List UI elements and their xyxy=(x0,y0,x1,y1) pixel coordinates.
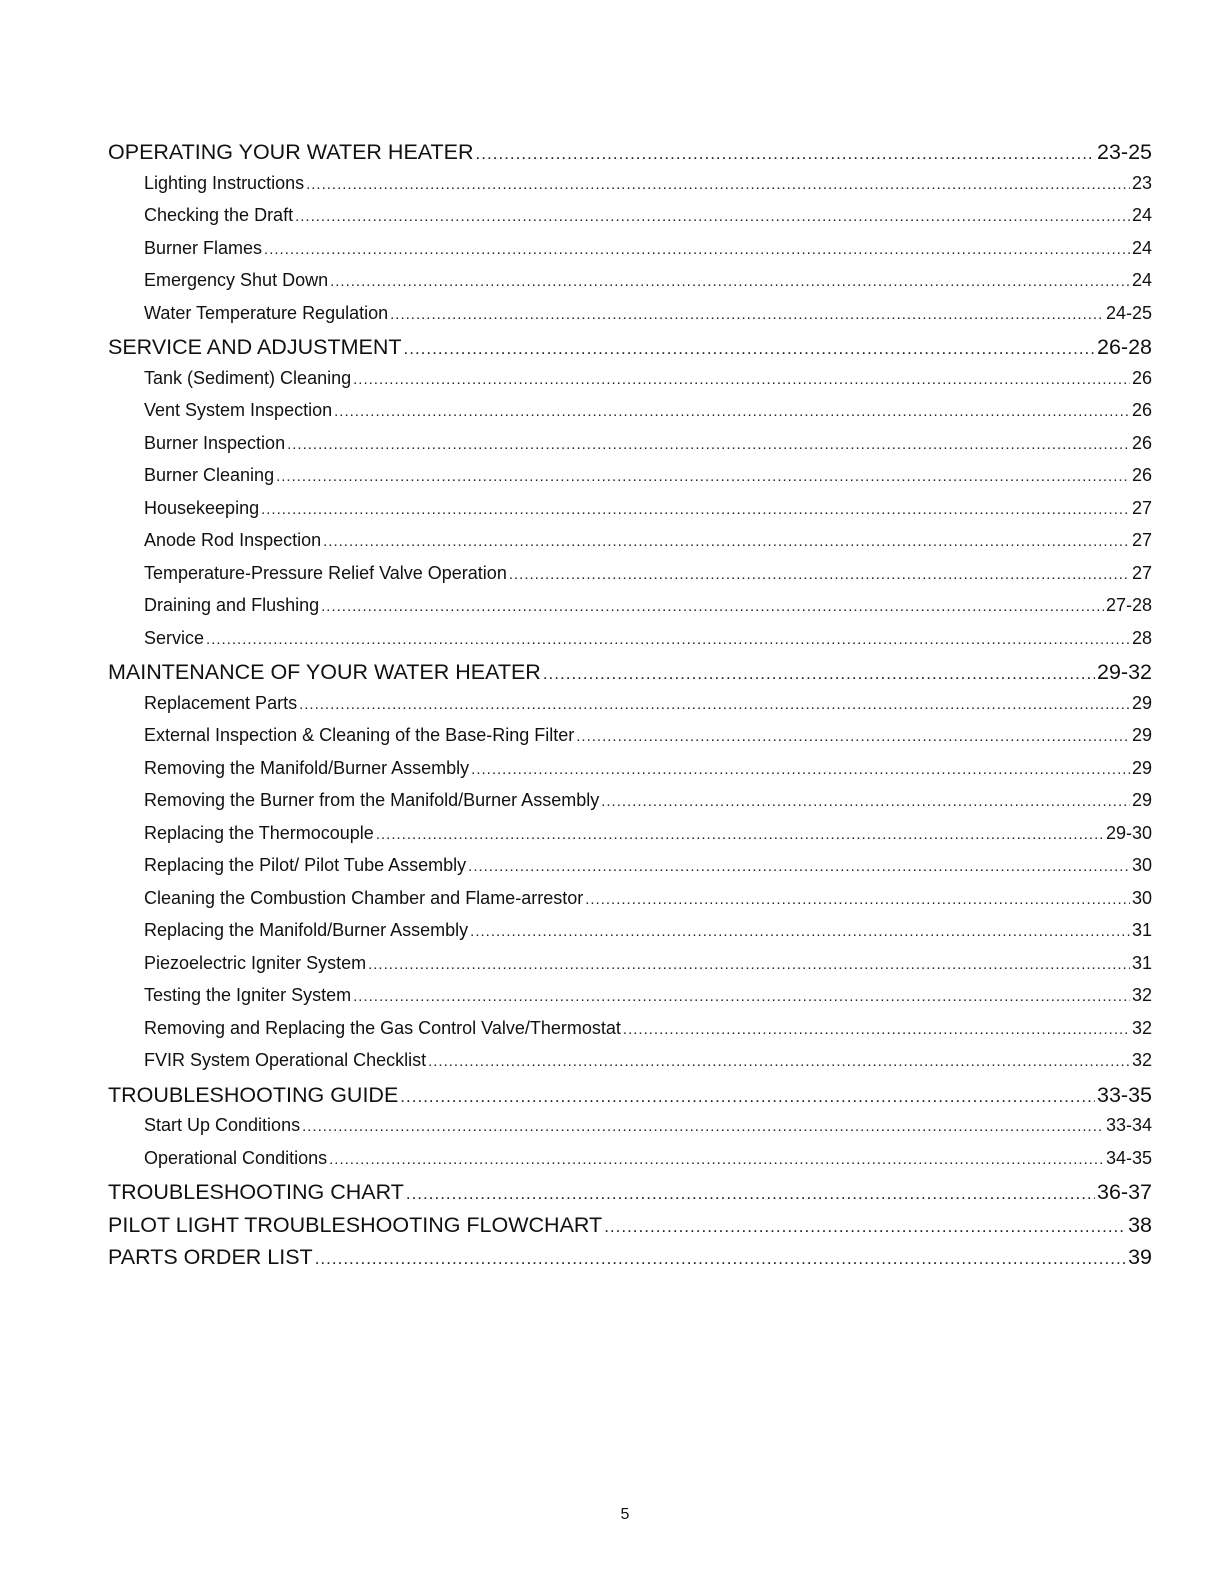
dot-leader xyxy=(302,1118,1104,1135)
toc-entry-title: PARTS ORDER LIST xyxy=(108,1245,313,1269)
toc-entry-page: 29 xyxy=(1131,757,1152,778)
toc-entry-title: External Inspection & Cleaning of the Base-Ring Filter xyxy=(144,725,575,745)
toc-entry-page: 23 xyxy=(1131,172,1152,193)
toc-entry-page: 24 xyxy=(1131,205,1152,225)
toc-entry-title: Piezoelectric Igniter System xyxy=(144,952,367,973)
toc-entry-title: SERVICE AND ADJUSTMENT xyxy=(108,335,402,359)
toc-entry-page: 29 xyxy=(1131,692,1152,713)
toc-entry-title: FVIR System Operational Checklist xyxy=(144,1050,427,1070)
toc-entry-title: Vent System Inspection xyxy=(144,400,333,420)
toc-subsection-entry xyxy=(108,563,1152,596)
dot-leader xyxy=(623,1021,1130,1038)
toc-entry-title: Water Temperature Regulation xyxy=(144,302,389,323)
toc-entry-page: 26 xyxy=(1131,432,1152,453)
dot-leader xyxy=(206,631,1130,648)
toc-entry-page: 23-25 xyxy=(1097,140,1152,164)
toc-entry-title: TROUBLESHOOTING CHART xyxy=(108,1180,404,1204)
toc-entry-title: Lighting Instructions xyxy=(144,172,305,193)
toc-entry-page: 26 xyxy=(1131,400,1152,420)
toc-entry-title: Replacement Parts xyxy=(144,692,298,713)
dot-leader xyxy=(468,858,1130,875)
toc-entry-title: Anode Rod Inspection xyxy=(144,530,322,550)
toc-subsection-entry xyxy=(108,1018,1152,1051)
toc-entry-page: 27 xyxy=(1131,562,1152,583)
dot-leader xyxy=(295,208,1130,225)
toc-subsection-entry xyxy=(108,270,1152,303)
toc-entry-title: Burner Flames xyxy=(144,237,263,258)
dot-leader xyxy=(585,891,1130,908)
toc-subsection-entry xyxy=(108,433,1152,466)
toc-entry-title: Replacing the Manifold/Burner Assembly xyxy=(144,920,469,940)
toc-subsection-entry xyxy=(108,1050,1152,1083)
toc-entry-title: Draining and Flushing xyxy=(144,595,320,615)
toc-entry-page: 29-32 xyxy=(1097,660,1152,684)
dot-leader xyxy=(353,988,1130,1005)
toc-entry-title: MAINTENANCE OF YOUR WATER HEATER xyxy=(108,660,541,684)
toc-entry-page: 31 xyxy=(1131,952,1152,973)
toc-entry-title: Burner Inspection xyxy=(144,432,286,453)
toc-entry-page: 39 xyxy=(1128,1245,1152,1269)
toc-subsection-entry xyxy=(108,400,1152,433)
toc-section-entry xyxy=(108,1213,1152,1246)
toc-entry-title: Removing the Manifold/Burner Assembly xyxy=(144,757,470,778)
dot-leader xyxy=(276,468,1130,485)
toc-entry-page: 24 xyxy=(1131,237,1152,258)
page-number: 5 xyxy=(620,1506,630,1523)
toc-section-entry xyxy=(108,1245,1152,1278)
toc-entry-title: Burner Cleaning xyxy=(144,465,275,485)
toc-subsection-entry xyxy=(108,823,1152,856)
toc-subsection-entry xyxy=(108,985,1152,1018)
dot-leader xyxy=(543,664,1095,684)
toc-entry-title: Operational Conditions xyxy=(144,1147,328,1168)
toc-subsection-entry xyxy=(108,953,1152,986)
toc-subsection-entry xyxy=(108,205,1152,238)
toc-entry-page: 32 xyxy=(1131,1017,1152,1038)
toc-entry-title: Checking the Draft xyxy=(144,205,294,225)
toc-entry-page: 28 xyxy=(1131,627,1152,648)
toc-entry-title: Service xyxy=(144,627,205,648)
toc-subsection-entry xyxy=(108,465,1152,498)
toc-subsection-entry xyxy=(108,758,1152,791)
dot-leader xyxy=(471,761,1130,778)
dot-leader xyxy=(476,144,1095,164)
toc-subsection-entry xyxy=(108,920,1152,953)
dot-leader xyxy=(323,533,1130,550)
dot-leader xyxy=(404,339,1096,359)
toc-entry-page: 32 xyxy=(1131,1050,1152,1070)
toc-entry-page: 29 xyxy=(1131,725,1152,745)
toc-entry-page: 36-37 xyxy=(1097,1180,1152,1204)
toc-subsection-entry xyxy=(108,693,1152,726)
dot-leader xyxy=(261,501,1130,518)
dot-leader xyxy=(604,1217,1126,1237)
toc-entry-page: 33-34 xyxy=(1105,1115,1152,1135)
dot-leader xyxy=(306,176,1130,193)
toc-subsection-entry xyxy=(108,628,1152,661)
dot-leader xyxy=(315,1249,1126,1269)
toc-entry-page: 33-35 xyxy=(1097,1082,1152,1107)
toc-entry-title: Testing the Igniter System xyxy=(144,985,352,1005)
dot-leader xyxy=(330,273,1130,290)
toc-entry-title: Temperature-Pressure Relief Valve Operation xyxy=(144,562,507,583)
toc-entry-page: 31 xyxy=(1131,920,1152,940)
dot-leader xyxy=(390,306,1104,323)
dot-leader xyxy=(400,1087,1095,1107)
toc-entry-page: 29-30 xyxy=(1105,822,1152,843)
toc-entry-page: 26 xyxy=(1131,465,1152,485)
toc-entry-title: TROUBLESHOOTING GUIDE xyxy=(108,1082,399,1107)
toc-subsection-entry xyxy=(108,888,1152,921)
toc-subsection-entry xyxy=(108,595,1152,628)
toc-entry-title: Cleaning the Combustion Chamber and Flame-arrestor xyxy=(144,887,584,908)
toc-entry-title: Removing the Burner from the Manifold/Burner Assembly xyxy=(144,790,600,810)
toc-subsection-entry xyxy=(108,1115,1152,1148)
dot-leader xyxy=(321,598,1104,615)
toc-entry-page: 26-28 xyxy=(1097,335,1152,359)
dot-leader xyxy=(406,1184,1095,1204)
dot-leader xyxy=(470,923,1130,940)
toc-subsection-entry xyxy=(108,238,1152,271)
toc-entry-title: Replacing the Thermocouple xyxy=(144,822,374,843)
dot-leader xyxy=(287,436,1130,453)
toc-entry-page: 30 xyxy=(1131,887,1152,908)
dot-leader xyxy=(264,241,1130,258)
toc-section-entry xyxy=(108,1083,1152,1116)
toc-subsection-entry xyxy=(108,368,1152,401)
toc-subsection-entry xyxy=(108,790,1152,823)
dot-leader xyxy=(353,371,1130,388)
toc-section-entry xyxy=(108,140,1152,173)
dot-leader xyxy=(428,1053,1130,1070)
toc-entry-page: 38 xyxy=(1128,1212,1152,1237)
toc-entry-page: 34-35 xyxy=(1105,1147,1152,1168)
toc-entry-page: 27-28 xyxy=(1105,595,1152,615)
toc-entry-title: Tank (Sediment) Cleaning xyxy=(144,367,352,388)
toc-entry-title: Housekeeping xyxy=(144,497,260,518)
toc-entry-title: Removing and Replacing the Gas Control Valve/Thermostat xyxy=(144,1017,621,1038)
toc-subsection-entry xyxy=(108,725,1152,758)
toc-entry-page: 32 xyxy=(1131,985,1152,1005)
toc-section-entry xyxy=(108,660,1152,693)
dot-leader xyxy=(368,956,1130,973)
toc-entry-page: 27 xyxy=(1131,497,1152,518)
toc-entry-page: 27 xyxy=(1131,530,1152,550)
toc-entry-title: Emergency Shut Down xyxy=(144,270,329,290)
toc-entry-page: 24 xyxy=(1131,270,1152,290)
toc-entry-page: 26 xyxy=(1131,367,1152,388)
dot-leader xyxy=(376,826,1104,843)
toc-entry-page: 30 xyxy=(1131,855,1152,875)
dot-leader xyxy=(601,793,1130,810)
toc-section-entry xyxy=(108,335,1152,368)
toc-subsection-entry xyxy=(108,1148,1152,1181)
dot-leader xyxy=(334,403,1130,420)
toc-entry-page: 24-25 xyxy=(1105,302,1152,323)
dot-leader xyxy=(329,1151,1104,1168)
toc-section-entry xyxy=(108,1180,1152,1213)
toc-subsection-entry xyxy=(108,855,1152,888)
toc-subsection-entry xyxy=(108,303,1152,336)
table-of-contents xyxy=(108,140,1152,1278)
toc-entry-title: Replacing the Pilot/ Pilot Tube Assembly xyxy=(144,855,467,875)
toc-entry-title: Start Up Conditions xyxy=(144,1115,301,1135)
toc-entry-title: PILOT LIGHT TROUBLESHOOTING FLOWCHART xyxy=(108,1212,603,1237)
dot-leader xyxy=(299,696,1130,713)
toc-entry-page: 29 xyxy=(1131,790,1152,810)
dot-leader xyxy=(509,566,1130,583)
dot-leader xyxy=(576,728,1130,745)
toc-subsection-entry xyxy=(108,173,1152,206)
toc-subsection-entry xyxy=(108,530,1152,563)
toc-entry-title: OPERATING YOUR WATER HEATER xyxy=(108,140,474,164)
toc-subsection-entry xyxy=(108,498,1152,531)
